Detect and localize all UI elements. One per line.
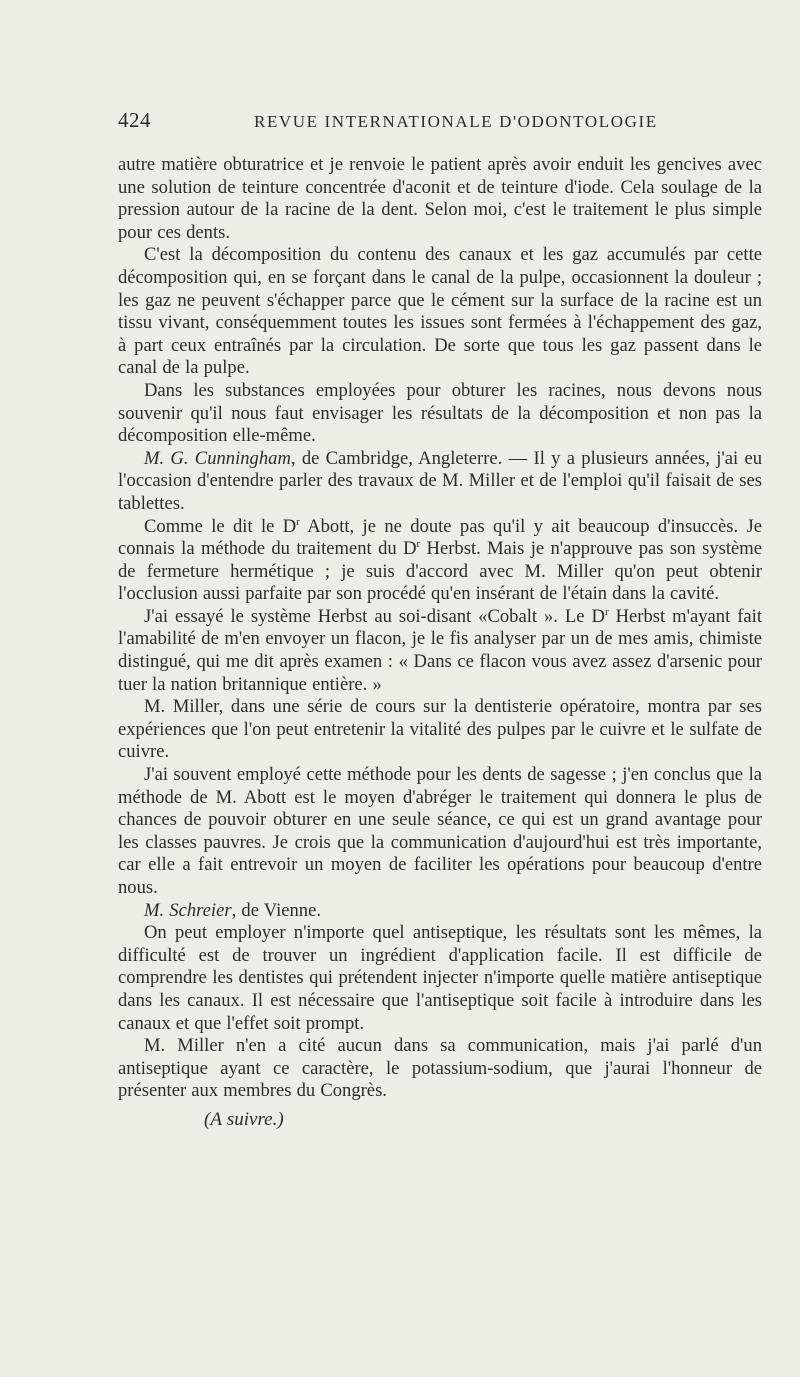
paragraph <box>118 606 762 696</box>
paragraph: C'est la décomposition du contenu des canaux et les gaz accumulés par cette décomposition qui, en se forçant dans le canal de la pulpe, occasionnent la douleur ; les gaz ne peuvent s'échapper parce que le cément sur la surface de la racine est un tissu vivant, conséquemment toutes les issues sont fermées à l'échappement des gaz, à part ceux entraînés par la circulation. De sorte que tous les gaz passent dans le canal de la pulpe. <box>118 244 762 379</box>
page-number: 424 <box>118 108 151 132</box>
paragraph: Dans les substances employées pour obturer les racines, nous devons nous souvenir qu'il nous faut envisager les résultats de la décomposition et non pas la décomposition elle-même. <box>118 379 762 447</box>
running-title: REVUE INTERNATIONALE D'ODONTOLOGIE <box>254 112 658 131</box>
speaker-name: M. Schreier <box>144 899 232 921</box>
superscript: r <box>604 605 609 618</box>
to-be-continued: (A suivre.) <box>204 1108 284 1130</box>
paragraph: M. Miller n'en a cité aucun dans sa communication, mais j'ai parlé d'un antiseptique ayant ce caractère, le potassium-sodium, que j'aurai l'honneur de présenter aux membres du Congrès. <box>118 1035 762 1102</box>
paragraph <box>118 900 762 923</box>
speaker-name: M. G. Cunningham <box>144 447 291 469</box>
superscript: r <box>296 515 300 528</box>
paragraph <box>118 516 762 606</box>
paragraph <box>118 448 762 516</box>
paragraph-text: Herbst. Mais je n'approuve pas son système de fermeture hermétique ; je suis d'accord avec M. Miller qu'on peut obtenir l'occlusion aussi parfaite par son procédé qu'en insérant de l'étain dans la cavité. <box>118 538 762 605</box>
paragraph-text: , de Cambridge, Angleterre. — Il y a plusieurs années, j'ai eu l'occasion d'entendre parler des travaux de M. Miller et de l'emploi qu'il faisait de ses tablettes. <box>118 447 762 514</box>
paragraph: On peut employer n'importe quel antiseptique, les résultats sont les mêmes, la difficulté est de trouver un ingrédient d'application facile. Il est difficile de comprendre les dentistes qui prétendent injecter n'importe quelle matière antiseptique dans les canaux. Il est nécessaire que l'antiseptique soit facile à introduire dans les canaux et que l'effet soit prompt. <box>118 922 762 1034</box>
paragraph-text: Herbst m'ayant fait l'amabilité de m'en envoyer un flacon, je le fis analyser par un de mes amis, chimiste distingué, qui me dit après examen : « Dans ce flacon vous avez assez d'arsenic pour tuer la nation britannique entière. » <box>118 605 763 695</box>
superscript: r <box>416 537 421 550</box>
page-header <box>118 108 762 148</box>
paragraph: M. Miller, dans une série de cours sur la dentisterie opératoire, montra par ses expériences que l'on peut entretenir la vitalité des pulpes par le cuivre et le sulfate de cuivre. <box>118 696 762 763</box>
article-body <box>118 154 762 1132</box>
paragraph: J'ai souvent employé cette méthode pour les dents de sagesse ; j'en conclus que la méthode de M. Abott est le moyen d'abréger le traitement qui donnera le plus de chances de pouvoir obturer en une seule séance, ce qui est un grand avantage pour les classes pauvres. Je crois que la communication d'aujourd'hui est très importante, car elle a fait entrevoir un moyen de faciliter les opérations pour beaucoup d'entre nous. <box>118 764 762 898</box>
paragraph: autre matière obturatrice et je renvoie le patient après avoir enduit les gencives avec une solution de teinture concentrée d'aconit et de teinture d'iode. Cela soulage de la pression autour de la racine de la dent. Selon moi, c'est le traitement le plus simple pour ces dents. <box>118 154 762 243</box>
paragraph-text: Abott, je ne doute pas qu'il y ait beaucoup d'insuccès. Je connais la méthode du traitement du D <box>118 515 762 560</box>
paragraph-text: , de Vienne. <box>231 899 321 921</box>
paragraph-text: Comme le dit le D <box>144 515 297 537</box>
paragraph-text: J'ai essayé le système Herbst au soi-disant «Cobalt ». Le D <box>144 605 605 627</box>
